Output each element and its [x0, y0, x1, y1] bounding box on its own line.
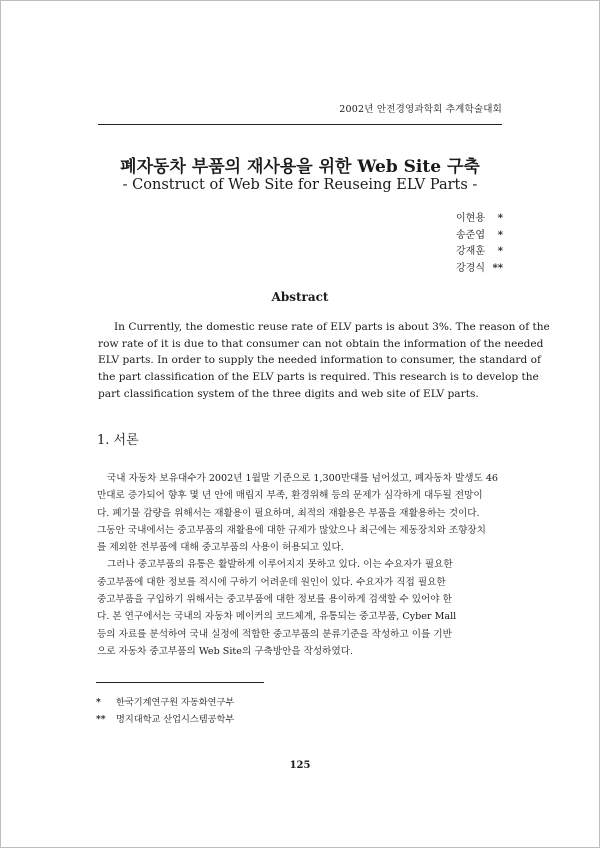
abstract-line: part classification system of the three digits and web site of ELV parts. — [98, 387, 479, 400]
author-entry — [456, 244, 503, 261]
author-name: 송준엽 — [456, 229, 485, 241]
body-line: 그러나 중고부품의 유통은 활발하게 이루어지지 못하고 있다. 이는 수요자가 필요한 — [107, 559, 453, 571]
body-line: 다. 폐기물 감량을 위해서는 재활용이 필요하며, 최적의 재활용은 부품을 재활용하는 것이다. — [97, 507, 480, 519]
section-heading-introduction: 1. 서론 — [97, 433, 139, 448]
abstract-line: In Currently, the domestic reuse rate of ELV parts is about 3%. The reason of the — [114, 321, 550, 333]
introduction-text — [97, 470, 503, 660]
body-line: 등의 자료를 분석하여 국내 실정에 적합한 중고부품의 분류기준을 작성하고 이를 기반 — [97, 628, 452, 640]
paper-title-korean: 폐자동차 부품의 재사용을 위한 Web Site 구축 — [120, 157, 480, 177]
running-header: 2002년 안전경영과학회 추계학술대회 — [339, 104, 502, 115]
affiliation-mark: * — [497, 213, 503, 224]
header-rule — [98, 124, 502, 125]
footnote-rule — [96, 682, 264, 683]
footnote-text: 명지대학교 산업시스템공학부 — [116, 714, 235, 725]
affiliation-mark: ** — [492, 262, 503, 274]
footnote-mark: * — [96, 697, 101, 708]
author-name: 강재훈 — [456, 246, 485, 257]
body-line: 그동안 국내에서는 중고부품의 재활용에 대한 규제가 많았으나 최근에는 제동장치와 조향장치 — [97, 524, 486, 536]
body-line: 으로 자동차 중고부품의 Web Site의 구축방안을 작성하였다. — [97, 645, 354, 657]
affiliation-mark: * — [497, 246, 503, 257]
abstract-heading: Abstract — [271, 290, 329, 304]
body-line: 국내 자동차 보유대수가 2002년 1월말 기준으로 1,300만대를 넘어섰고, 폐자동차 발생도 46 — [107, 473, 499, 484]
affiliation-mark: * — [497, 229, 503, 241]
footnote — [96, 694, 234, 711]
paper-title-english: - Construct of Web Site for Reuseing ELV Parts - — [122, 177, 478, 193]
abstract-line: row rate of it is due to that consumer can not obtain the information of the needed — [98, 337, 544, 350]
author-entry — [456, 261, 503, 278]
author-name: 강경식 — [456, 262, 485, 274]
body-line: 만대로 증가되어 향후 몇 년 안에 매립지 부족, 환경위해 등의 문제가 심각하게 대두될 전망이 — [97, 490, 483, 502]
body-line: 중고부품을 구입하기 위해서는 중고부품에 대한 정보를 용이하게 검색할 수 있어야 한 — [97, 594, 452, 606]
abstract-line: the part classification of the ELV parts is required. This research is to develop the — [98, 371, 539, 384]
abstract-line: ELV parts. In order to supply the needed information to consumer, the standard of — [98, 354, 541, 367]
footnote-mark: ** — [96, 714, 106, 725]
body-line: 다. 본 연구에서는 국내의 자동차 메이커의 코드체계, 유통되는 중고부품, Cyber Mall — [97, 611, 457, 623]
footnote — [96, 711, 234, 728]
body-line: 중고부품에 대한 정보를 적시에 구하기 어려운데 원인이 있다. 수요자가 직접 필요한 — [97, 576, 446, 588]
footnotes — [96, 694, 234, 728]
footnote-text: 한국기계연구원 자동화연구부 — [116, 697, 235, 708]
author-name: 이현용 — [456, 213, 485, 224]
author-list — [456, 211, 503, 277]
body-line: 를 제외한 전부품에 대해 중고부품의 사용이 허용되고 있다. — [97, 542, 344, 554]
abstract-text — [98, 319, 550, 403]
author-entry — [456, 228, 503, 245]
author-entry — [456, 211, 503, 228]
page-number: 125 — [289, 760, 311, 771]
